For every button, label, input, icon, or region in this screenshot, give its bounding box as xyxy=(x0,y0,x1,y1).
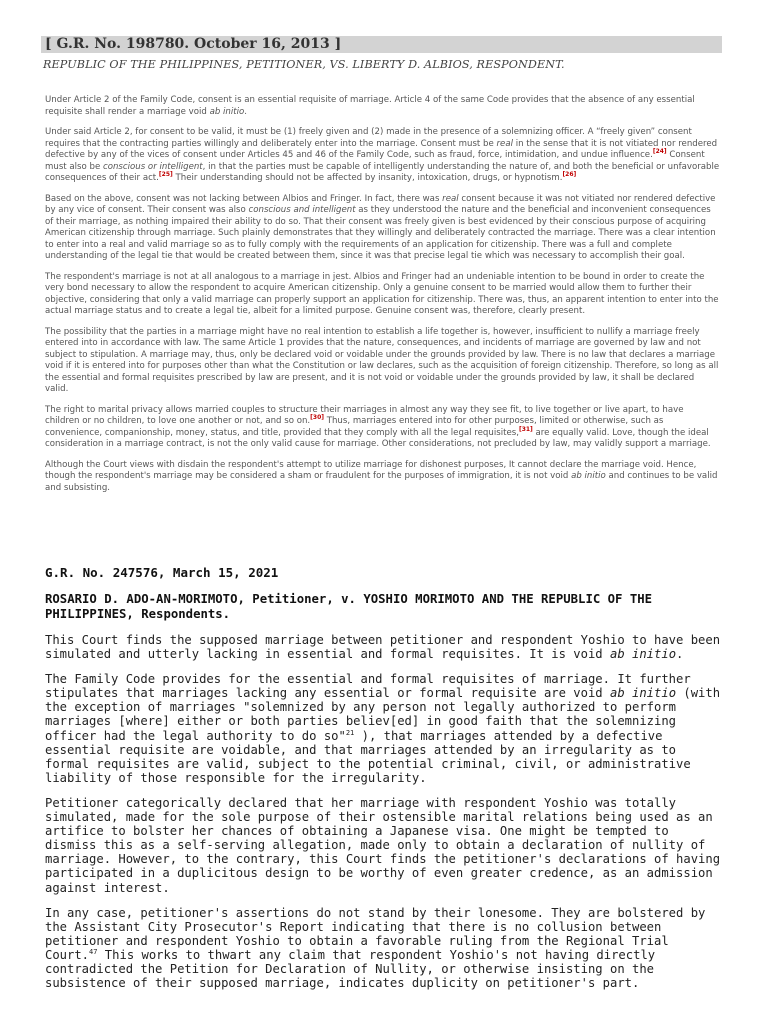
case2-paragraph-2: The Family Code provides for the essential and formal requisites of marriage. It further stipulates that marriages lacking any essential or formal requisite are void ab initio (with the exception of marriages "solemnized by any person not legally authorized to perform marriages [where] either or both parties believ[ed] in good faith that the solemnizing officer had the legal authority to do so"$^{21}$ ), that marriages attended by a defective essential requisite are voidable, and that marriages attended by an irregularity as to formal requisites are valid, subject to the potential criminal, civil, or administrative liability of those responsible for the irregularity. xyxy=(45,672,721,785)
case2-paragraph-3: Petitioner categorically declared that her marriage with respondent Yoshio was totally simulated, made for the sole purpose of their ostensible marital relations being used as an artifice to bolster her chances of obtaining a Japanese visa. One might be tempted to dismiss this as a self-serving allegation, made only to obtain a declaration of nullity of marriage. However, to the contrary, this Court finds the petitioner's declarations of having participated in a duplicitous design to be worthy of even greater credence, as an admission against interest. xyxy=(45,795,721,895)
case2-paragraph-4: In any case, petitioner's assertions do not stand by their lonesome. They are bolstered by the Assistant City Prosecutor's Report indicating that there is no collusion between petitioner and respondent Yoshio to obtain a favorable ruling from the Regional Trial Court.$^{47}$ This works to thwart any claim that respondent Yoshio's not having directly contradicted the Petition for Declaration of Nullity, or otherwise insisting on the subsistence of their supposed marriage, indicates duplicity on petitioner's part. xyxy=(45,905,706,991)
footnote-ref: 21 xyxy=(345,728,355,737)
case1-header: [ G.R. No. 198780. October 16, 2013 ] xyxy=(45,36,342,52)
case1-paragraph-3: Based on the above, consent was not lacking between Albios and Fringer. In fact, there was real consent because it was not vitiated nor rendered defective by any vice of consent. Their consent was also conscious and intelligent as they understood the nature and the beneficial and inconvenient consequences of their marriage, as nothing impaired their ability to do so. That their consent was freely given is best evidenced by their conscious purpose of acquiring American citizenship through marriage. Such plainly demonstrates that they willingly and deliberately contracted the marriage. There was a clear intention to enter into a real and valid marriage so as to fully comply with the requirements of an application for citizenship. There was a full and complete understanding of the legal tie that would be created between them, since it was that precise legal tie which was necessary to accomplish their goal. xyxy=(45,193,716,261)
footnote-ref: 47 xyxy=(89,947,98,956)
case1-header-bar xyxy=(41,36,722,53)
case1-body xyxy=(45,95,720,503)
case2-body xyxy=(45,633,725,1001)
case1-paragraph-7: Although the Court views with disdain the respondent's attempt to utilize marriage for dishonest purposes, It cannot declare the marriage void. Hence, though the respondent's marriage may be considered a sham or fraudulent for the purposes of immigration, it is not void ab initio and continues to be valid and subsisting. xyxy=(45,459,718,493)
case1-paragraph-1: Under Article 2 of the Family Code, consent is an essential requisite of marriage. Article 4 of the same Code provides that the absence of any essential requisite shall render a marriage void ab initio. xyxy=(45,95,695,117)
case2-paragraph-1: This Court finds the supposed marriage between petitioner and respondent Yoshio to have been simulated and utterly lacking in essential and formal requisites. It is void ab initio. xyxy=(45,633,721,662)
footnote-link[interactable]: [24] xyxy=(652,148,667,156)
case2-header: G.R. No. 247576, March 15, 2021 xyxy=(45,565,279,580)
footnote-link[interactable]: [25] xyxy=(158,171,173,179)
case1-paragraph-5: The possibility that the parties in a marriage might have no real intention to establish a life together is, however, insufficient to nullify a marriage freely entered into in accordance with law. The same Article 1 provides that the nature, consequences, and incidents of marriage are governed by law and not subject to stipulation. A marriage may, thus, only be declared void or voidable under the grounds provided by law. There is no law that declares a marriage void if it is entered into for purposes other than what the Constitution or law declares, such as the acquisition of foreign citizenship. Therefore, so long as all the essential and formal requisites prescribed by law are present, and it is not void or voidable under the grounds provided by law, it shall be declared valid. xyxy=(45,326,719,394)
case2-parties: ROSARIO D. ADO-AN-MORIMOTO, Petitioner, v. YOSHIO MORIMOTO AND THE REPUBLIC OF THE PHILIPPINES, Respondents. xyxy=(45,592,653,621)
case1-paragraph-6: The right to marital privacy allows married couples to structure their marriages in almost any way they see fit, to live together or live apart, to have children or no children, to love one another or not, and so on.[30] Thus, marriages entered into for other purposes, limited or otherwise, such as convenience, companionship, money, status, and title, provided that they comply with all the legal requisites,[31] are equally valid. Love, though the ideal consideration in a marriage contract, is not the only valid cause for marriage. Other considerations, not precluded by law, may validly support a marriage. xyxy=(45,404,711,449)
case1-parties: REPUBLIC OF THE PHILIPPINES, PETITIONER, VS. LIBERTY D. ALBIOS, RESPONDENT. xyxy=(43,58,565,71)
case1-paragraph-2: Under said Article 2, for consent to be valid, it must be (1) freely given and (2) made in the presence of a solemnizing officer. A “freely given” consent requires that the contracting parties willingly and deliberately enter into the marriage. Consent must be real in the sense that it is not vitiated nor rendered defective by any of the vices of consent under Articles 45 and 46 of the Family Code, such as fraud, force, intimidation, and undue influence.[24] Consent must also be conscious or intelligent, in that the parties must be capable of intelligently understanding the nature of, and both the beneficial or unfavorable consequences of their act.[25] Their understanding should not be affected by insanity, intoxication, drugs, or hypnotism.[26] xyxy=(45,127,720,183)
footnote-link[interactable]: [30] xyxy=(310,414,324,422)
footnote-link[interactable]: [31] xyxy=(518,425,533,433)
footnote-link[interactable]: [26] xyxy=(562,171,577,179)
case1-paragraph-4: The respondent's marriage is not at all analogous to a marriage in jest. Albios and Fringer had an undeniable intention to be bound in order to create the very bond necessary to allow the respondent to acquire American citizenship. Only a genuine consent to be married would allow them to further their objective, considering that only a valid marriage can properly support an application for citizenship. There was, thus, an apparent intention to enter into the actual marriage status and to create a legal tie, albeit for a limited purpose. Genuine consent was, therefore, clearly present. xyxy=(45,271,719,316)
